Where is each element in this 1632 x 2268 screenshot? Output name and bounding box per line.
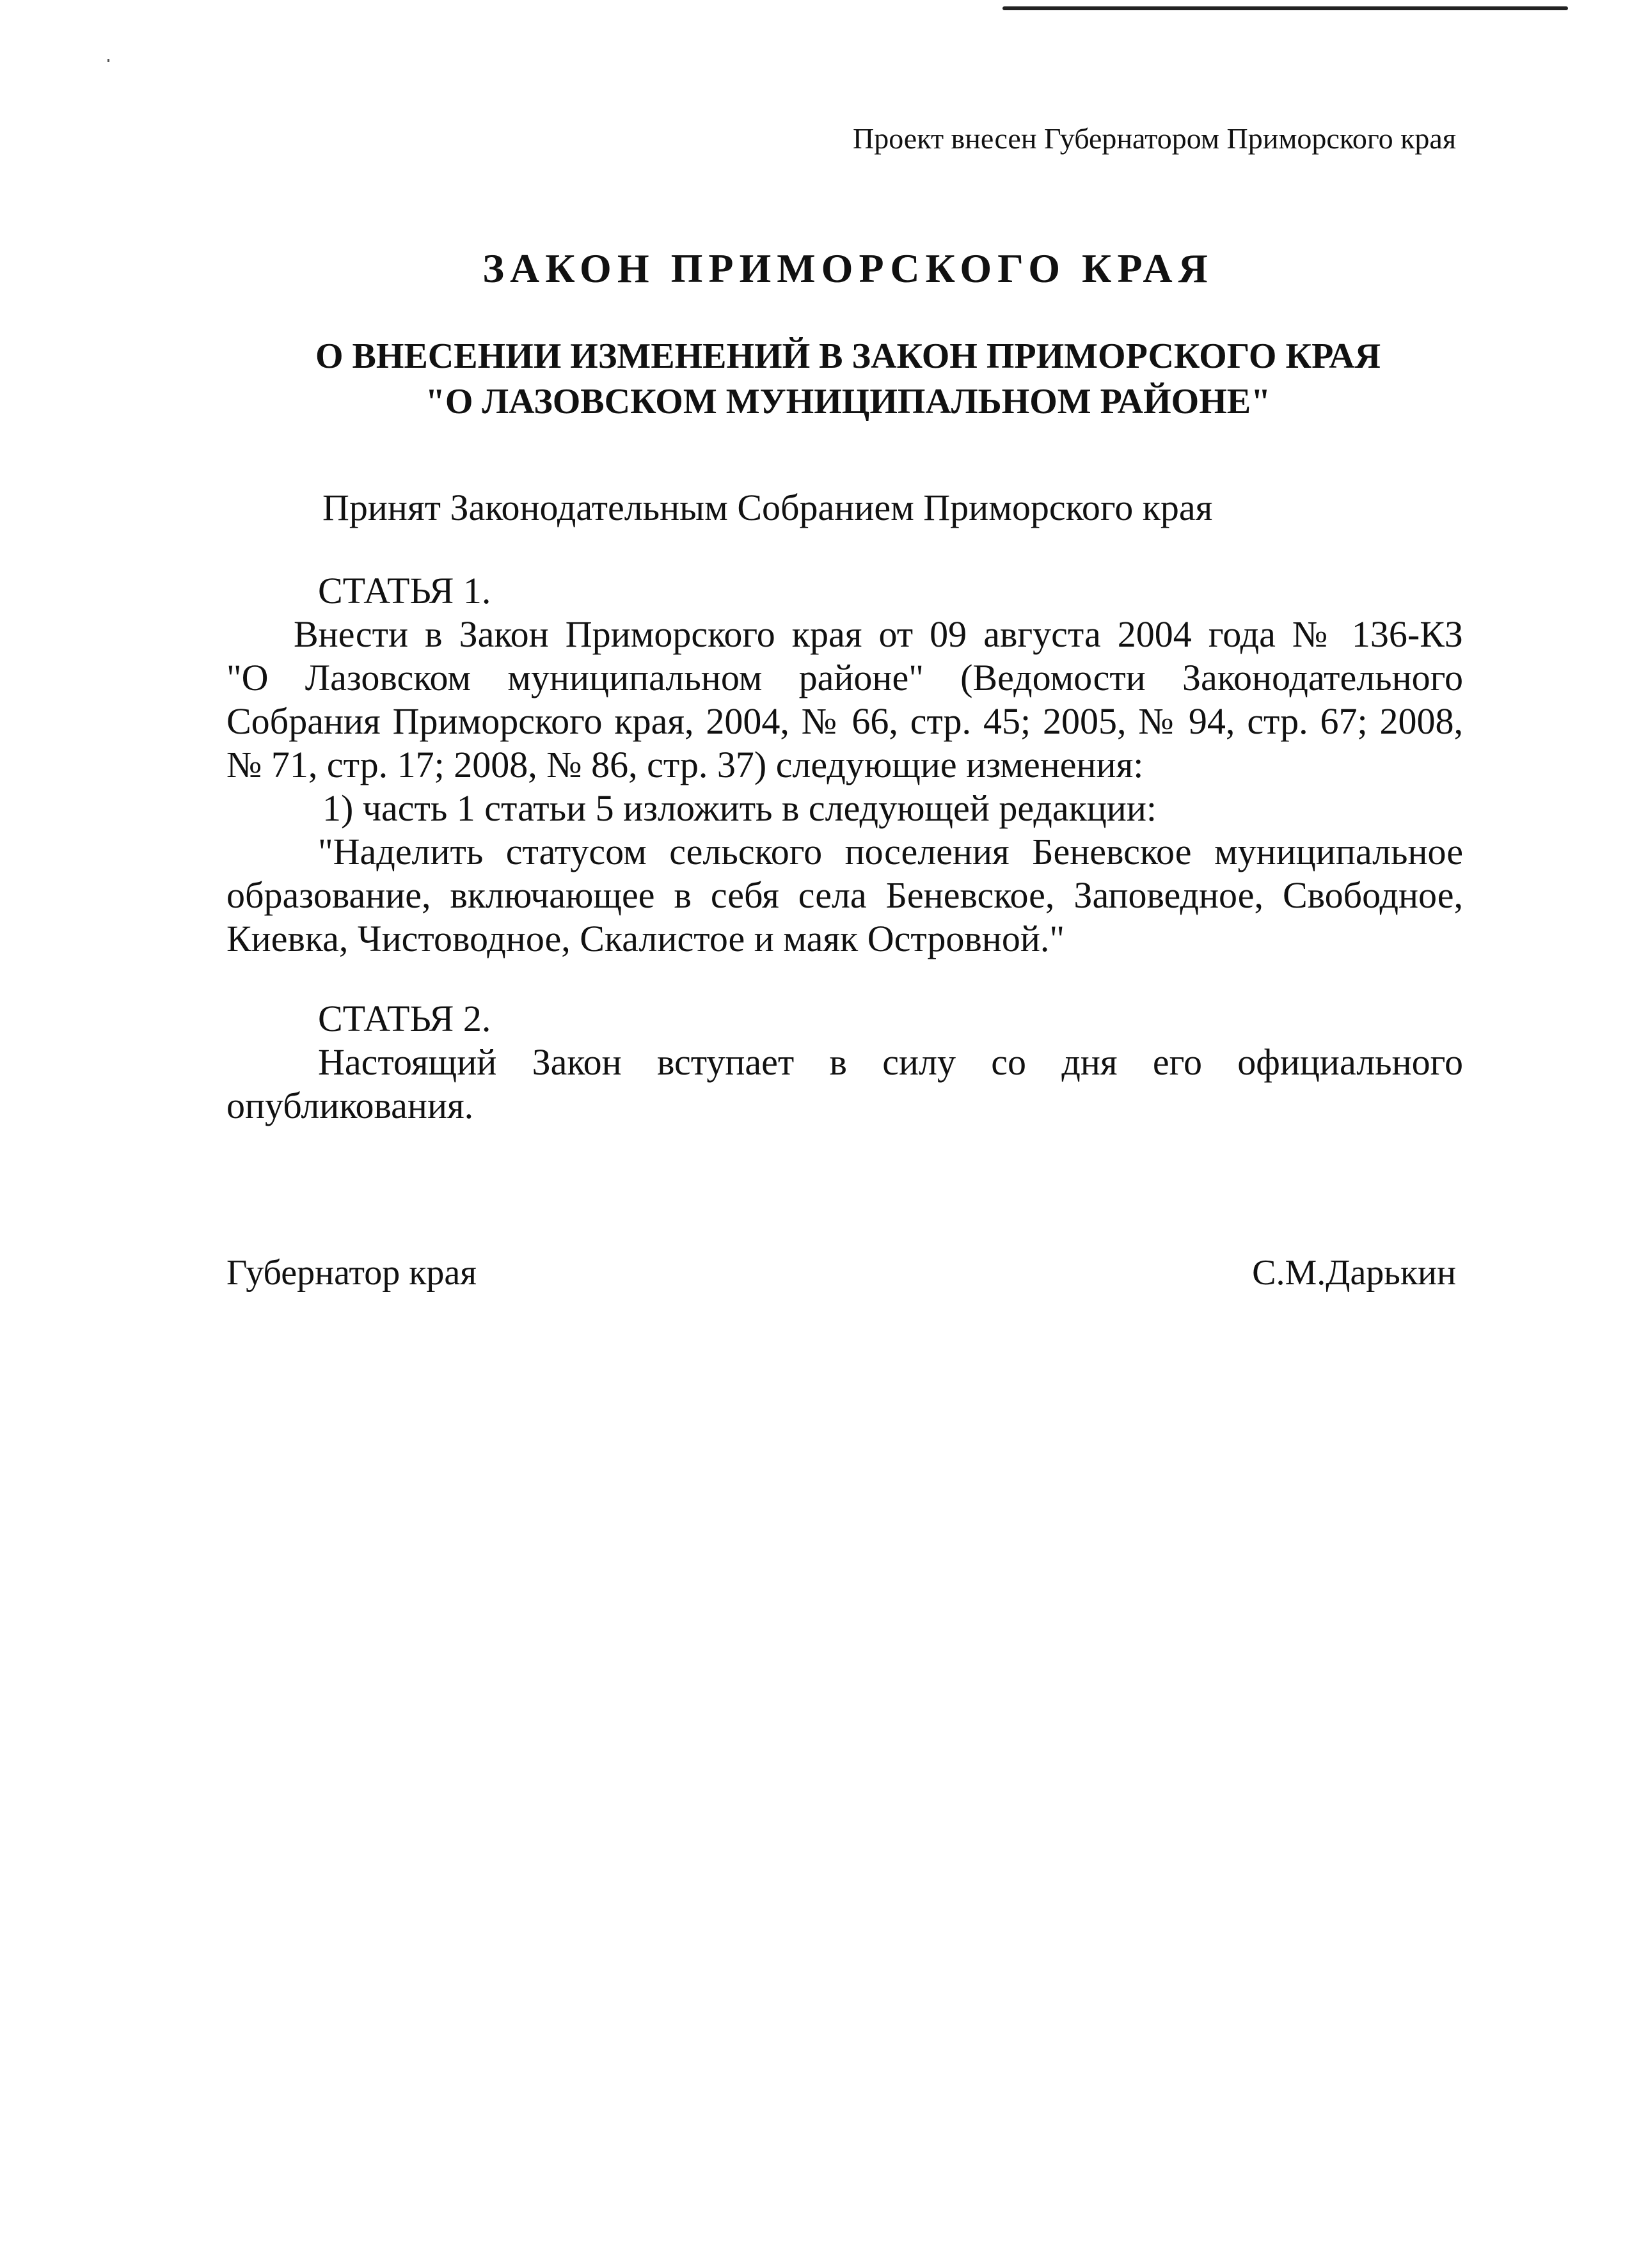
law-subtitle-line-1: О ВНЕСЕНИИ ИЗМЕНЕНИЙ В ЗАКОН ПРИМОРСКОГО КРАЯ bbox=[315, 336, 1381, 376]
submitted-by-note: Проект внесен Губернатором Приморского края bbox=[853, 122, 1456, 155]
scan-speck bbox=[107, 59, 109, 62]
article-1-line: № 71, стр. 17; 2008, № 86, стр. 37) следующие изменения: bbox=[226, 744, 1144, 785]
signatory-name: С.М.Дарькин bbox=[1252, 1253, 1456, 1293]
law-title: ЗАКОН ПРИМОРСКОГО КРАЯ bbox=[482, 246, 1214, 291]
article-1-line: образование, включающее в себя села Беневское, Заповедное, Свободное, bbox=[226, 874, 1463, 916]
adoption-note: Принят Законодательным Собранием Приморского края bbox=[322, 487, 1213, 528]
signatory-position: Губернатор края bbox=[226, 1253, 477, 1293]
article-2 bbox=[226, 997, 1463, 1128]
article-1-line: "О Лазовском муниципальном районе" (Ведомости Законодательного bbox=[226, 657, 1463, 698]
scan-artifact-line bbox=[1002, 6, 1568, 10]
article-2-line: опубликования. bbox=[226, 1085, 474, 1126]
article-1 bbox=[226, 569, 1463, 961]
article-1-line: Внести в Закон Приморского края от 09 августа 2004 года № 136-КЗ bbox=[294, 613, 1463, 655]
law-subtitle-line-2: "О ЛАЗОВСКОМ МУНИЦИПАЛЬНОМ РАЙОНЕ" bbox=[425, 382, 1271, 421]
article-1-line: Киевка, Чистоводное, Скалистое и маяк Островной." bbox=[226, 918, 1065, 959]
article-1-line: Собрания Приморского края, 2004, № 66, стр. 45; 2005, № 94, стр. 67; 2008, bbox=[226, 700, 1463, 742]
article-2-line: Настоящий Закон вступает в силу со дня его официального bbox=[318, 1041, 1463, 1083]
article-2-heading: СТАТЬЯ 2. bbox=[318, 998, 491, 1039]
article-1-heading: СТАТЬЯ 1. bbox=[318, 570, 491, 611]
article-1-line: "Наделить статусом сельского поселения Беневское муниципальное bbox=[318, 831, 1463, 872]
article-1-line: 1) часть 1 статьи 5 изложить в следующей редакции: bbox=[322, 787, 1157, 829]
